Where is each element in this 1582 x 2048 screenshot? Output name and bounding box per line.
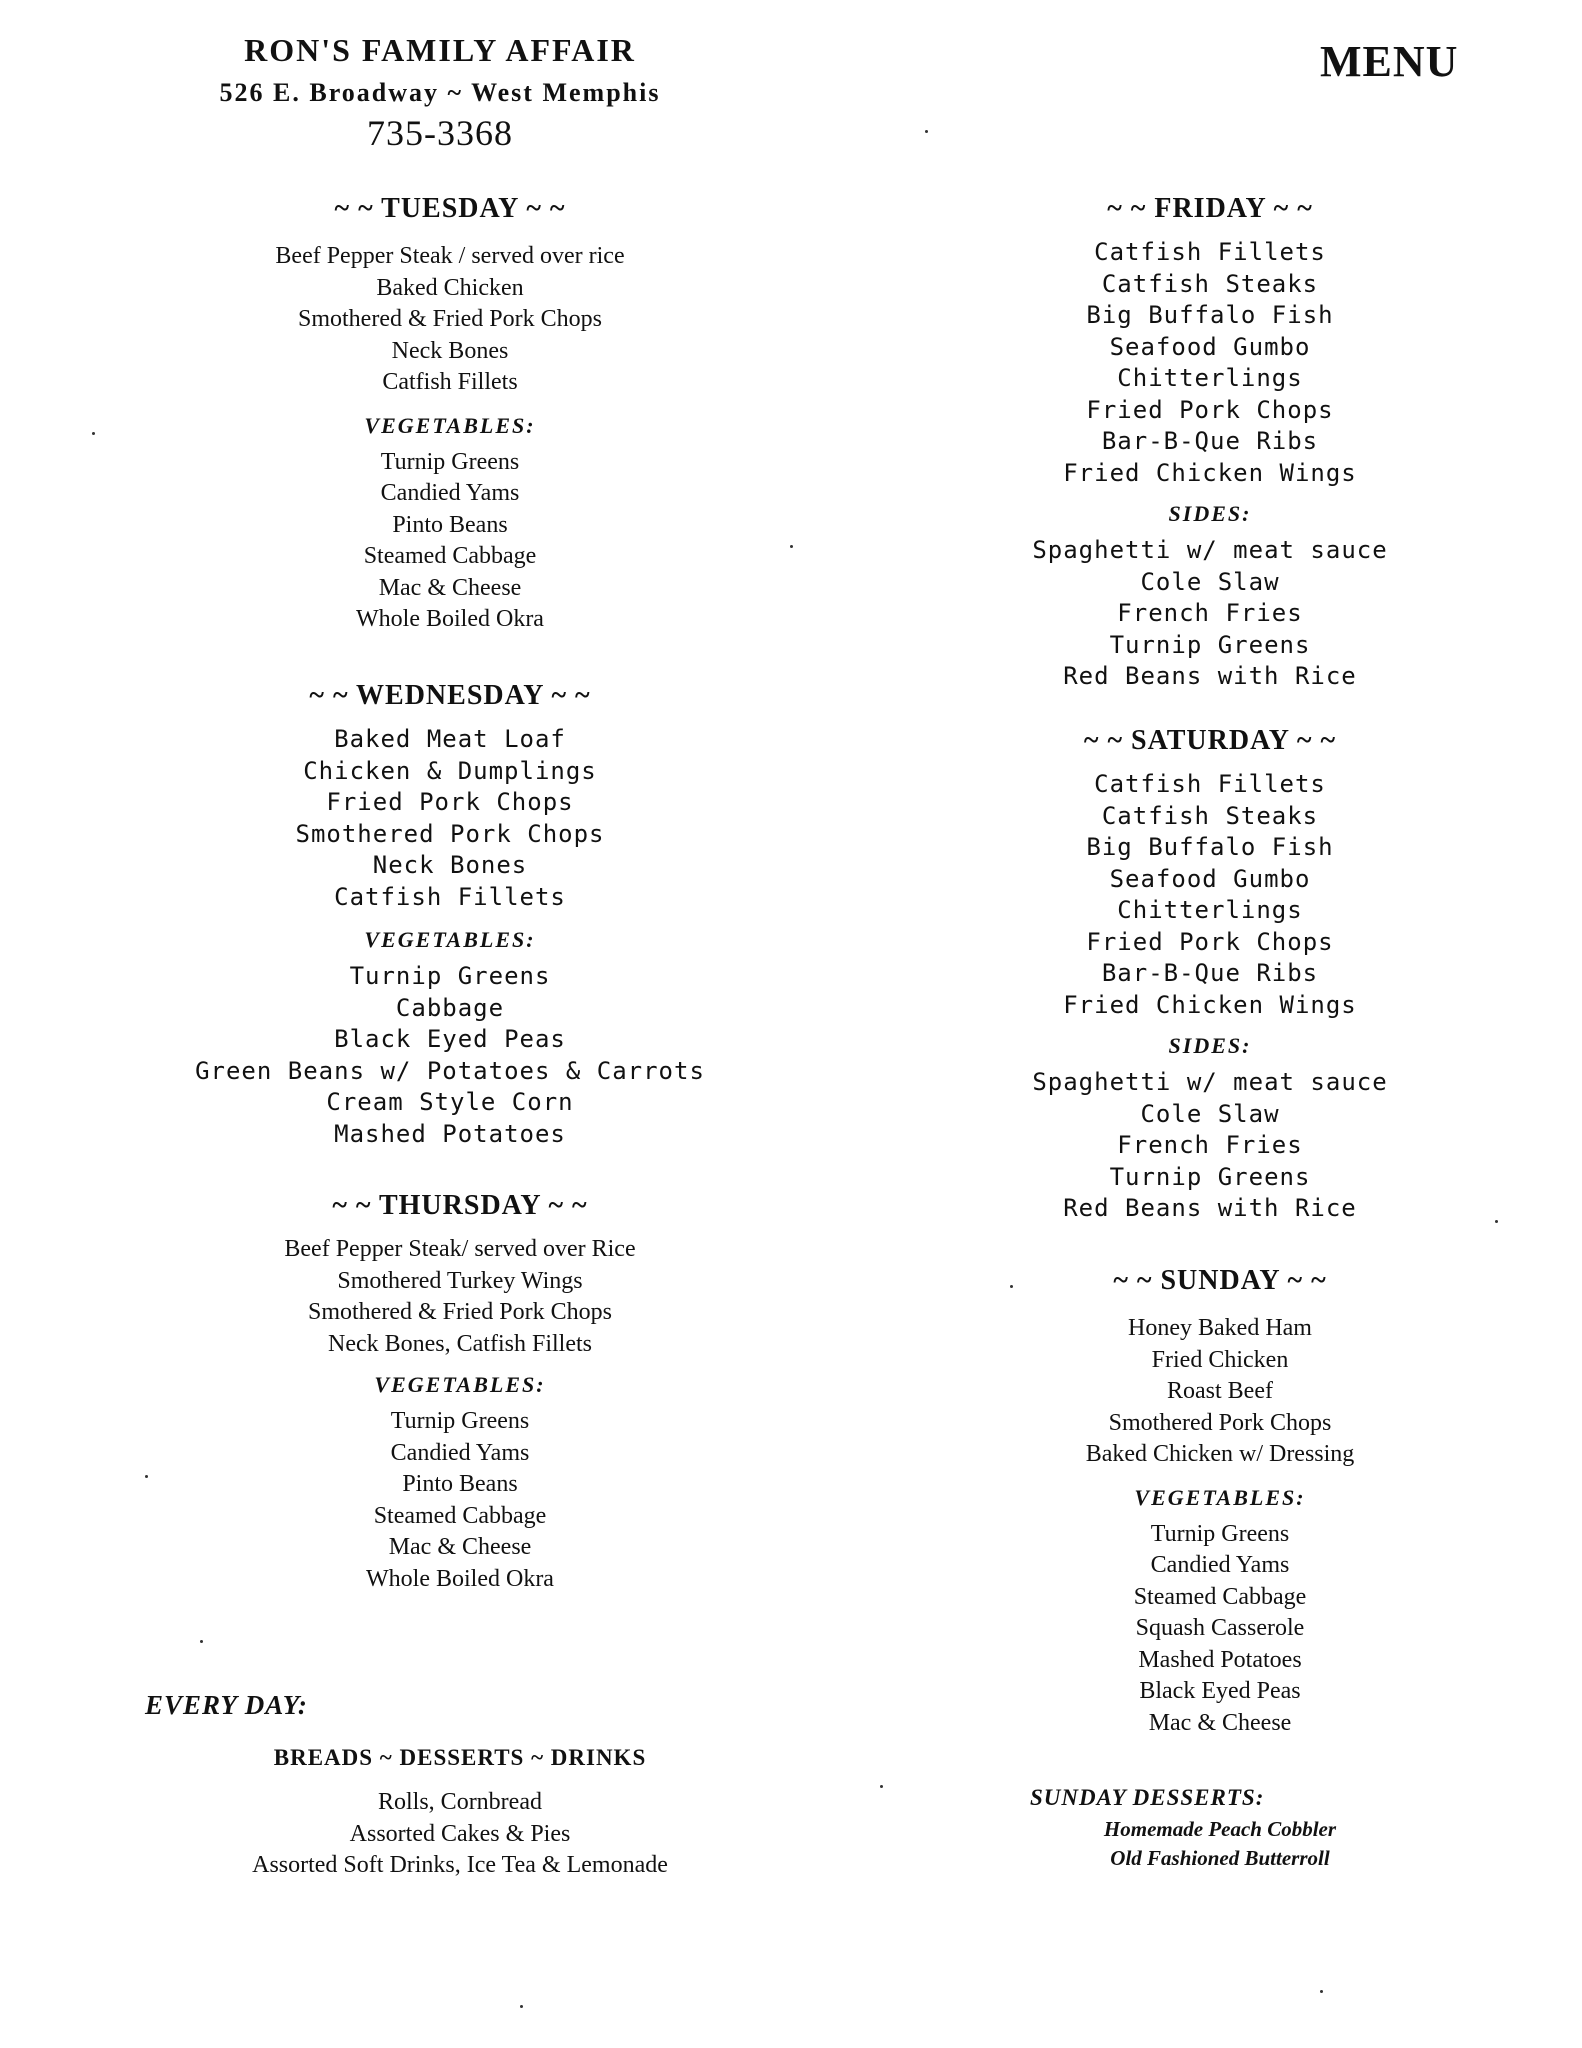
menu-item: Squash Casserole	[1135, 1615, 1305, 1641]
friday-sides-list	[1000, 535, 1420, 693]
scan-speck	[880, 1785, 883, 1788]
menu-item: Honey Baked Ham	[1128, 1315, 1312, 1341]
menu-item: Spaghetti w/ meat sauce	[1032, 536, 1388, 564]
menu-item: Turnip Greens	[1109, 1162, 1311, 1191]
menu-item: Turnip Greens	[390, 1408, 530, 1434]
menu-item: Mac & Cheese	[388, 1534, 532, 1560]
menu-item: Baked Chicken	[376, 274, 524, 301]
scan-speck	[790, 545, 793, 548]
menu-item: Catfish Fillets	[382, 369, 518, 395]
menu-item: Catfish Steaks	[1101, 269, 1319, 298]
menu-item: Candied Yams	[390, 1439, 530, 1466]
menu-item: Pinto Beans	[402, 1471, 518, 1497]
tuesday-vegetables-heading: VEGETABLES:	[364, 412, 536, 438]
menu-item: Turnip Greens	[1150, 1520, 1290, 1547]
everyday-item-list	[180, 1787, 740, 1882]
tuesday-heading: ~ ~ TUESDAY ~ ~	[334, 193, 566, 224]
menu-item: Catfish Fillets	[334, 882, 566, 911]
menu-item: Candied Yams	[380, 480, 520, 506]
menu-item: Cream Style Corn	[326, 1088, 574, 1116]
menu-item: Cole Slaw	[1140, 1099, 1280, 1128]
sunday-desserts-section	[1030, 1815, 1410, 1873]
saturday-heading: ~ ~ SATURDAY ~ ~	[1083, 725, 1337, 756]
friday-sides-heading: SIDES:	[1168, 501, 1252, 526]
menu-item: Baked Meat Loaf	[334, 725, 566, 753]
menu-item: Fried Chicken Wings	[1063, 990, 1357, 1019]
menu-item: Mac & Cheese	[378, 574, 522, 601]
menu-item: Fried Pork Chops	[326, 788, 574, 816]
thursday-entree-list	[190, 1234, 730, 1360]
scan-speck	[200, 1640, 203, 1643]
menu-item: Chitterlings	[1117, 896, 1303, 924]
sunday-vegetables-heading: VEGETABLES:	[1134, 1484, 1306, 1510]
everyday-subheading: BREADS ~ DESSERTS ~ DRINKS	[273, 1745, 647, 1770]
wednesday-entree-list	[190, 724, 710, 913]
wednesday-heading: ~ ~ WEDNESDAY ~ ~	[309, 680, 591, 711]
menu-item: Black Eyed Peas	[334, 1025, 566, 1053]
wednesday-vegetable-list	[190, 961, 710, 1150]
menu-item: Big Buffalo Fish	[1086, 301, 1334, 329]
thursday-section	[190, 1190, 730, 1595]
saturday-sides-list	[1000, 1067, 1420, 1225]
tuesday-vegetable-list	[190, 447, 710, 636]
menu-item: Smothered & Fried Pork Chops	[308, 1299, 612, 1325]
menu-item: Catfish Fillets	[1094, 238, 1326, 266]
menu-item: Steamed Cabbage	[373, 1502, 547, 1529]
sunday-desserts-heading: SUNDAY DESSERTS:	[1030, 1785, 1265, 1810]
everyday-heading: EVERY DAY:	[145, 1690, 308, 1720]
menu-item: Cole Slaw	[1140, 567, 1280, 596]
menu-item: Fried Chicken	[1151, 1346, 1289, 1373]
scan-speck	[1010, 1285, 1013, 1288]
thursday-heading: ~ ~ THURSDAY ~ ~	[332, 1190, 588, 1221]
menu-item: Smothered Pork Chops	[1108, 1409, 1332, 1436]
menu-item: Red Beans with Rice	[1063, 1194, 1357, 1222]
menu-item: Roast Beef	[1167, 1378, 1273, 1404]
menu-item: Candied Yams	[1150, 1552, 1290, 1578]
business-phone: 735-3368	[367, 113, 513, 153]
menu-item: Old Fashioned Butterroll	[1110, 1846, 1330, 1870]
menu-item: Neck Bones	[391, 337, 509, 364]
menu-item: Turnip Greens	[349, 962, 551, 990]
menu-item: French Fries	[1117, 599, 1303, 627]
thursday-vegetables-heading: VEGETABLES:	[374, 1372, 546, 1397]
tuesday-section	[190, 193, 710, 636]
menu-item: Green Beans w/ Potatoes & Carrots	[195, 1056, 705, 1085]
menu-item: Rolls, Cornbread	[378, 1789, 542, 1815]
sunday-section	[1010, 1265, 1430, 1739]
menu-item: Whole Boiled Okra	[356, 606, 544, 632]
business-address: 526 E. Broadway ~ West Memphis	[219, 78, 661, 107]
menu-item: Beef Pepper Steak/ served over Rice	[284, 1236, 636, 1262]
menu-item: Bar-B-Que Ribs	[1101, 427, 1319, 455]
menu-item: Neck Bones, Catfish Fillets	[328, 1330, 592, 1357]
wednesday-section	[190, 680, 710, 1150]
menu-item: Fried Pork Chops	[1086, 927, 1334, 956]
saturday-section	[1000, 725, 1420, 1225]
menu-item: Neck Bones	[372, 851, 528, 879]
menu-item: Big Buffalo Fish	[1086, 833, 1334, 861]
menu-item: Turnip Greens	[380, 448, 520, 475]
business-name: RON'S FAMILY AFFAIR	[244, 32, 636, 68]
menu-item: Mashed Potatoes	[334, 1119, 566, 1148]
scan-speck	[145, 1475, 148, 1478]
thursday-vegetable-list	[190, 1406, 730, 1595]
menu-item: Catfish Fillets	[1094, 770, 1326, 798]
menu-item: Cabbage	[395, 993, 505, 1022]
menu-item: Fried Chicken Wings	[1063, 458, 1357, 487]
menu-item: Bar-B-Que Ribs	[1101, 959, 1319, 987]
menu-item: Spaghetti w/ meat sauce	[1032, 1068, 1388, 1096]
scan-speck	[925, 130, 928, 133]
sunday-entree-list	[1010, 1313, 1430, 1471]
menu-item: Pinto Beans	[392, 511, 508, 538]
tuesday-entree-list	[190, 241, 710, 399]
saturday-sides-heading: SIDES:	[1168, 1033, 1252, 1058]
menu-item: Chitterlings	[1117, 364, 1303, 392]
friday-section	[1000, 193, 1420, 693]
scan-speck	[1320, 1990, 1323, 1993]
menu-item: Mashed Potatoes	[1138, 1646, 1302, 1673]
menu-item: Whole Boiled Okra	[366, 1565, 554, 1592]
scan-speck	[1495, 1220, 1498, 1223]
everyday-section	[180, 1745, 740, 1882]
menu-item: Black Eyed Peas	[1139, 1678, 1301, 1704]
menu-item: Smothered Turkey Wings	[337, 1267, 583, 1294]
sunday-heading: ~ ~ SUNDAY ~ ~	[1113, 1265, 1327, 1296]
menu-item: French Fries	[1117, 1131, 1303, 1159]
menu-item: Beef Pepper Steak / served over rice	[275, 243, 625, 269]
menu-item: Red Beans with Rice	[1063, 662, 1357, 690]
menu-item: Smothered Pork Chops	[295, 819, 605, 848]
menu-item: Smothered & Fried Pork Chops	[298, 306, 602, 332]
friday-heading: ~ ~ FRIDAY ~ ~	[1107, 193, 1313, 224]
menu-item: Assorted Cakes & Pies	[349, 1820, 571, 1847]
sunday-desserts-list	[1030, 1815, 1410, 1873]
menu-item: Fried Pork Chops	[1086, 395, 1334, 424]
friday-entree-list	[1000, 237, 1420, 489]
scan-speck	[92, 432, 95, 435]
menu-item: Steamed Cabbage	[363, 543, 537, 569]
menu-item: Catfish Steaks	[1101, 801, 1319, 830]
scan-speck	[520, 2005, 523, 2008]
wednesday-vegetables-heading: VEGETABLES:	[364, 927, 536, 952]
menu-item: Mac & Cheese	[1148, 1709, 1292, 1736]
menu-title: MENU	[1320, 37, 1459, 86]
menu-item: Seafood Gumbo	[1109, 864, 1311, 893]
saturday-entree-list	[1000, 769, 1420, 1021]
menu-item: Baked Chicken w/ Dressing	[1085, 1441, 1355, 1467]
menu-item: Steamed Cabbage	[1133, 1583, 1307, 1610]
menu-item: Seafood Gumbo	[1109, 332, 1311, 361]
sunday-vegetable-list	[1010, 1519, 1430, 1740]
menu-item: Turnip Greens	[1109, 630, 1311, 659]
menu-item: Chicken & Dumplings	[303, 756, 597, 785]
menu-item: Assorted Soft Drinks, Ice Tea & Lemonade	[252, 1852, 668, 1878]
menu-item: Homemade Peach Cobbler	[1103, 1817, 1337, 1841]
